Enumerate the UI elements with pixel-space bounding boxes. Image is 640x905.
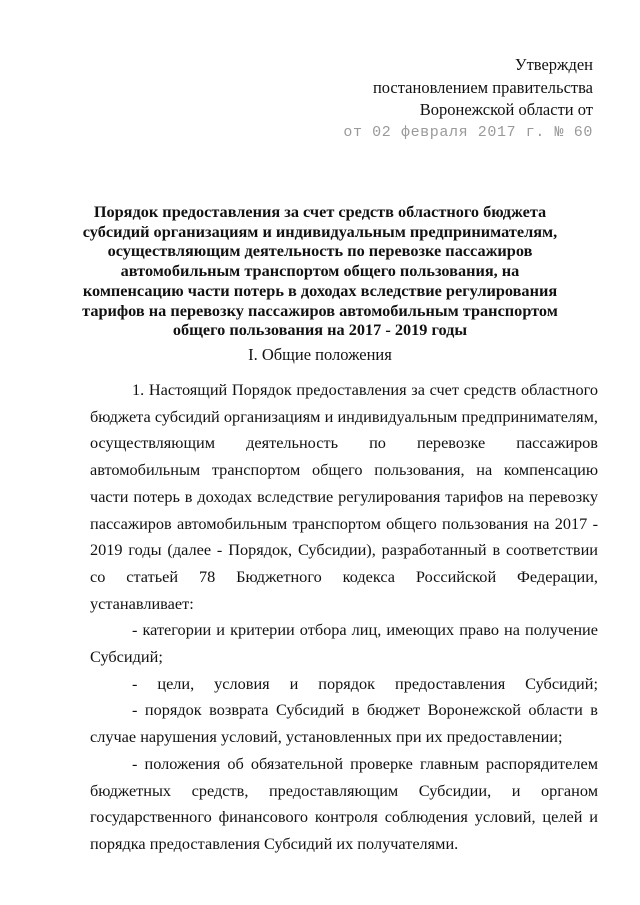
approval-date-stamp: от 02 февраля 2017 г. № 60: [343, 123, 593, 141]
approval-block: [343, 54, 593, 144]
approval-line-2: постановлением правительства: [372, 77, 593, 97]
document-body: [90, 377, 598, 858]
paragraph-4: - порядок возврата Субсидий в бюджет Воронежской области в случае нарушения условий, установленных при их предоставлении;: [90, 700, 598, 747]
document-title: Порядок предоставления за счет средств областного бюджета субсидий организациям и индивидуальным предпринимателям, осуществляющим деятельность по перевозке пассажиров автомобильным транспортом общего пользования, на компенсацию части потерь в доходах вследствие регулирования тарифов на перевозку пассажиров автомобильным транспортом общего пользования на 2017 - 2019 годы: [82, 202, 558, 340]
paragraph-2: - категории и критерии отбора лиц, имеющих право на получение Субсидий;: [90, 620, 598, 667]
paragraph-3: - цели, условия и порядок предоставления Субсидий;: [132, 673, 598, 693]
paragraph-1: 1. Настоящий Порядок предоставления за счет средств областного бюджета субсидий организациям и индивидуальным предпринимателям, осуществляющим деятельность по перевозке пассажиров автомобильным транспортом общего пользования, на компенсацию части потерь в доходах вследствие регулирования тарифов на перевозку пассажиров автомобильным транспортом общего пользования на 2017 - 2019 годы (далее - Порядок, Субсидии), разработанный в соответствии со статьей 78 Бюджетного кодекса Российской Федерации, устанавливает:: [90, 380, 598, 613]
approval-line-1: Утвержден: [514, 55, 593, 74]
approval-line-3: Воронежской области от: [419, 100, 593, 120]
section-heading: I. Общие положения: [248, 345, 392, 364]
paragraph-5: - положения об обязательной проверке главным распорядителем бюджетных средств, предоставляющим Субсидии, и органом государственного финансового контроля соблюдения условий, целей и порядка предоставления Субсидий их получателями.: [90, 753, 598, 853]
